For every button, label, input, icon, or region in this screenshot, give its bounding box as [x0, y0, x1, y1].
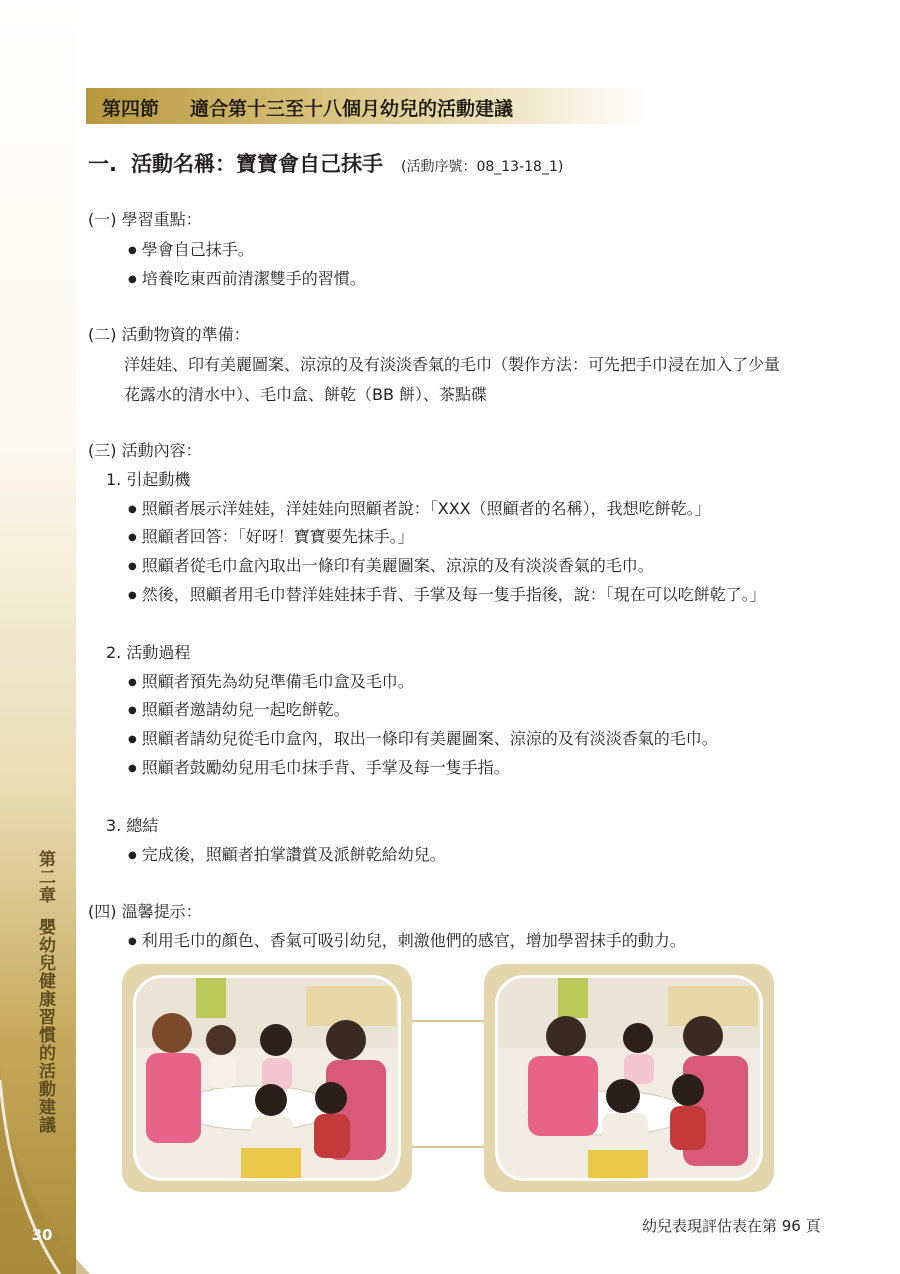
- activity-name: 活動名稱：寶寶會自己抹手: [130, 152, 383, 176]
- learning-heading: (一) 學習重點：: [88, 210, 202, 229]
- materials-line: 洋娃娃、印有美麗圖案、涼涼的及有淡淡香氣的毛巾（製作方法：可先把手巾浸在加入了少量: [124, 355, 781, 374]
- part-item: ● 照顧者回答：「好呀！寶寶要先抹手。」: [128, 527, 414, 550]
- photo-children-at-table: [498, 978, 760, 1178]
- photo-illustration: [498, 978, 760, 1178]
- part-title: 2. 活動過程: [106, 643, 191, 662]
- section-label: 第四節: [102, 98, 160, 120]
- activity-code: (活動序號：08_13-18_1): [400, 159, 564, 175]
- activity-number: 一.: [88, 152, 117, 176]
- materials-heading: (二) 活動物資的準備：: [88, 325, 250, 344]
- side-chapter-label: [34, 850, 56, 1134]
- page-number: 30: [31, 1226, 53, 1244]
- section-title: 適合第十三至十八個月幼兒的活動建議: [190, 98, 514, 120]
- part-item: ● 然後，照顧者用毛巾替洋娃娃抹手背、手掌及每一隻手指後，說：「現在可以吃餅乾了。」: [128, 585, 766, 608]
- materials-line: 花露水的清水中）、毛巾盒、餅乾（BB 餅）、茶點碟: [124, 385, 488, 404]
- side-chapter-title: 嬰幼兒健康習慣的活動建議: [35, 918, 55, 1134]
- activity-title: [88, 148, 563, 178]
- part-title: 1. 引起動機: [106, 470, 191, 489]
- footer-note: 幼兒表現評估表在第 96 頁: [642, 1217, 821, 1235]
- learning-point: ● 培養吃東西前清潔雙手的習慣。: [128, 269, 366, 292]
- photo-connector: [410, 1146, 486, 1148]
- part-item: ● 照顧者從毛巾盒內取出一條印有美麗圖案、涼涼的及有淡淡香氣的毛巾。: [128, 556, 654, 579]
- photo-frame-right: [484, 964, 774, 1192]
- learning-point: ● 學會自己抹手。: [128, 240, 254, 263]
- part-title: 3. 總結: [106, 816, 159, 835]
- section-header: [86, 88, 646, 124]
- part-item: ● 照顧者鼓勵幼兒用毛巾抹手背、手掌及每一隻手指。: [128, 758, 510, 781]
- photo-frame-left: [122, 964, 412, 1192]
- photo-connector: [410, 1020, 486, 1022]
- side-chapter: 第二章: [35, 850, 55, 904]
- part-item: ● 完成後，照顧者拍掌讚賞及派餅乾給幼兒。: [128, 845, 446, 868]
- tips-heading: (四) 溫馨提示：: [88, 902, 202, 921]
- photo-illustration: [136, 978, 398, 1178]
- photo-caregivers-wiping-hands: [136, 978, 398, 1178]
- part-item: ● 照顧者請幼兒從毛巾盒內，取出一條印有美麗圖案、涼涼的及有淡淡香氣的毛巾。: [128, 729, 718, 752]
- part-item: ● 照顧者展示洋娃娃，洋娃娃向照顧者說：「XXX（照顧者的名稱），我想吃餅乾。」: [128, 499, 711, 522]
- part-item: ● 照顧者邀請幼兒一起吃餅乾。: [128, 700, 350, 723]
- part-item: ● 照顧者預先為幼兒準備毛巾盒及毛巾。: [128, 672, 414, 695]
- tips-item: ● 利用毛巾的顏色、香氣可吸引幼兒，刺激他們的感官，增加學習抹手的動力。: [128, 931, 686, 954]
- content-heading: (三) 活動內容：: [88, 441, 202, 460]
